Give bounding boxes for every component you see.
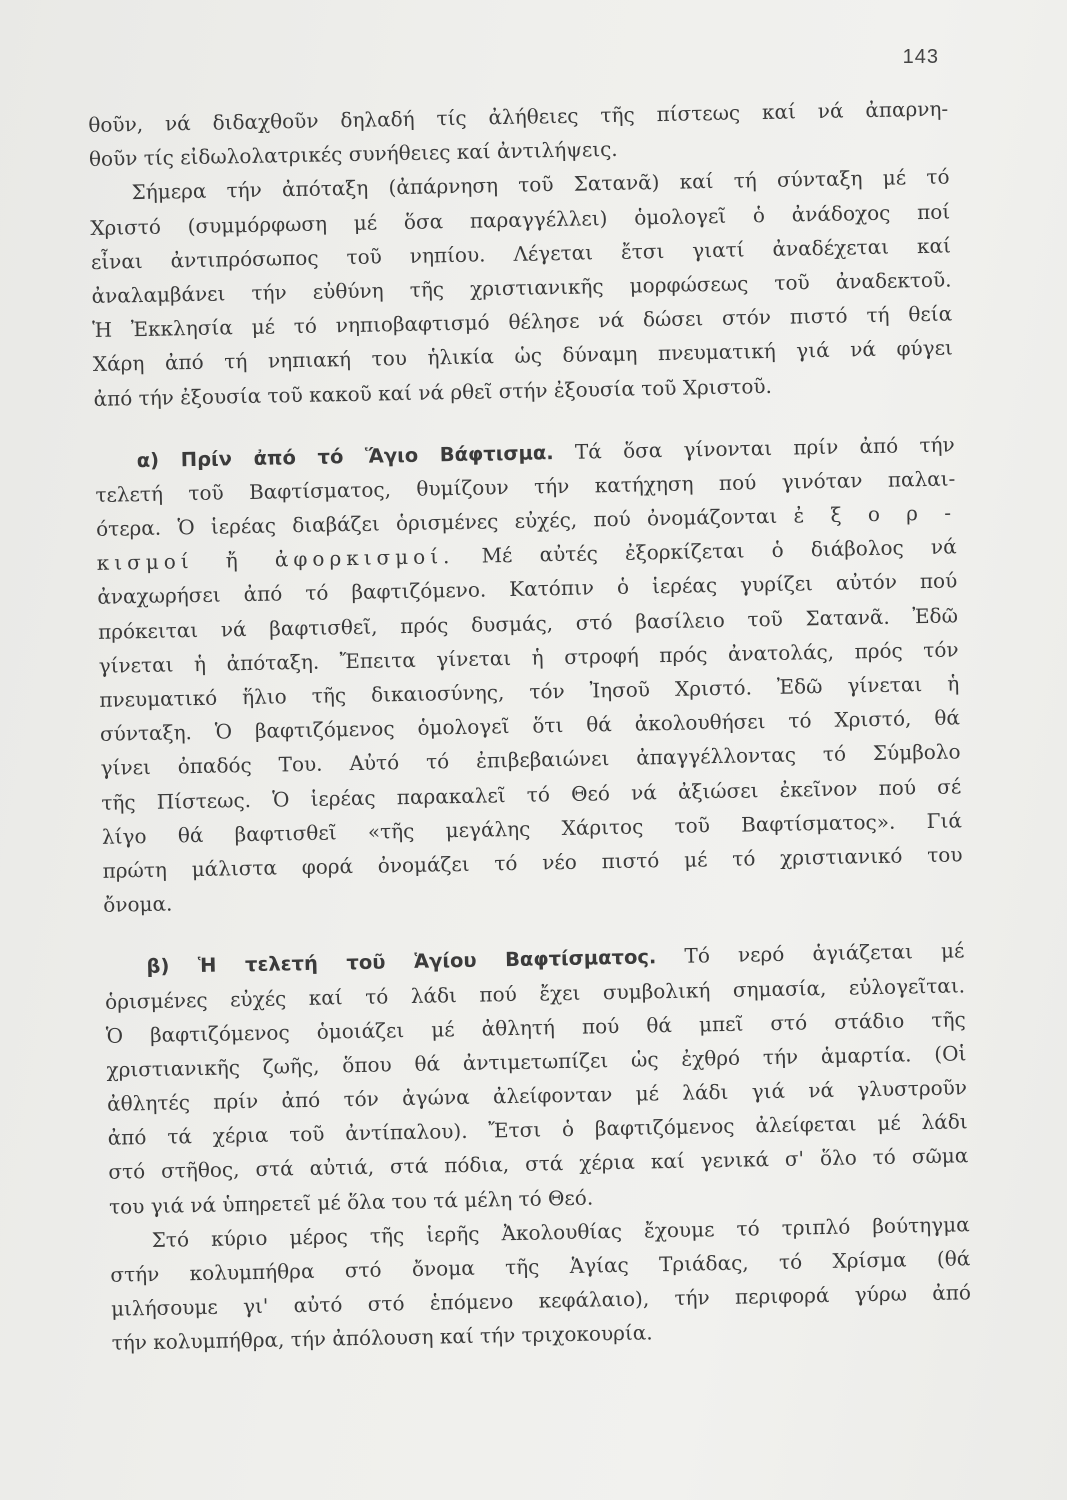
text-line: ἀθλητές πρίν ἀπό τόν ἀγώνα ἀλείφονταν μέ λάδι γιά νά γλυστροῦν [106, 1075, 968, 1116]
text-line: θοῦν, νά διδαχθοῦν δηλαδή τίς ἀλήθειες τῆς πίστεως καί νά ἀπαρνη- [88, 96, 949, 137]
text-line: ὄνομα. [103, 891, 173, 917]
text-line: ἀναχωρήσει ἀπό τό βαφτιζόμενο. Κατόπιν ὁ ἱερέας γυρίζει αὐτόν πού [97, 568, 958, 610]
text-line: στήν κολυμπήθρα στό ὄνομα τῆς Ἁγίας Τριάδας, τό Χρίσμα (θά [110, 1246, 971, 1287]
text-line: μιλήσουμε γι' αὐτό στό ἑπόμενο κεφάλαιο), τήν περιφορά γύρω ἀπό [110, 1280, 972, 1321]
text-span: ότερα. Ὁ ἱερέας διαβάζει ὁρισμένες εὐχές, πού ὀνομάζονται [95, 503, 778, 541]
text-line: του γιά νά ὑπηρετεῖ μέ ὅλα του τά μέλη τό Θεό. [108, 1185, 594, 1219]
text-line: τῆς Πίστεως. Ὁ ἱερέας παρακαλεῖ τό Θεό νά ἀξιώσει ἐκεῖνον πού σέ [101, 773, 962, 815]
text-line: πνευματικό ἥλιο τῆς δικαιοσύνης, τόν Ἰησοῦ Χριστό. Ἐδῶ γίνεται ἡ [99, 671, 960, 712]
spaced-term: κισμοί ἤ ἀφορκισμοί. [96, 544, 455, 576]
text-line: θοῦν τίς εἰδωλολατρικές συνήθειες καί ἀντιλήψεις. [88, 137, 618, 172]
text-span: Τό νερό ἁγιάζεται μέ [684, 938, 965, 969]
text-line: Στό κύριο μέρος τῆς ἱερῆς Ἀκολουθίας ἔχουμε τό τριπλό βούτηγμα [151, 1212, 970, 1252]
text-line: τελετή τοῦ Βαφτίσματος, θυμίζουν τήν κατήχηση πού γινόταν παλαι- [95, 466, 956, 507]
section-a-heading: α) Πρίν ἀπό τό Ἅγιο Βάφτισμα. [136, 440, 554, 472]
section-b-heading: β) Ἡ τελετή τοῦ Ἁγίου Βαφτίσματος. [146, 945, 657, 979]
text-line: Σήμερα τήν ἀπόταξη (ἀπάρνηση τοῦ Σατανᾶ) καί τή σύνταξη μέ τό [131, 164, 950, 205]
text-span: Μέ αὐτές ἐξορκίζεται ὁ διάβολος νά [481, 534, 957, 568]
text-line: πρώτη μάλιστα φορά ὀνομάζει τό νέο πιστό μέ τό χριστιανικό του [102, 842, 963, 883]
text-line: ἀναλαμβάνει τήν εὐθύνη τῆς χριστιανικῆς μορφώσεως τοῦ ἀναδεκτοῦ. [91, 267, 952, 308]
text-line: Χάρη ἀπό τή νηπιακή του ἡλικία ὡς δύναμη πνευματική γιά νά φύγει [92, 335, 953, 377]
text-line: τήν κολυμπήθρα, τήν ἀπόλουση καί τήν τριχοκουρία. [111, 1320, 653, 1356]
spaced-term: ἐ ξ ο ρ - [793, 500, 957, 528]
text-line: στό στῆθος, στά αὐτιά, στά πόδια, στά χέρια καί γενικά σ' ὅλο τό σῶμα [108, 1143, 969, 1185]
text-line: Χριστό (συμμόρφωση μέ ὅσα παραγγέλλει) ὁμολογεῖ ὁ ἀνάδοχος ποί [90, 199, 951, 240]
text-line: γίνει ὀπαδός Του. Αὐτό τό ἐπιβεβαιώνει ἀπαγγέλλοντας τό Σύμβολο [100, 739, 961, 781]
text-line: πρόκειται νά βαφτισθεῖ, πρός δυσμάς, στό βασίλειο τοῦ Σατανᾶ. Ἐδῶ [97, 603, 959, 644]
text-line: Ἡ Ἐκκλησία μέ τό νηπιοβαφτισμό θέλησε νά δώσει στόν πιστό τή θεία [92, 301, 953, 343]
text-span: Τά ὅσα γίνονται πρίν ἀπό τήν [574, 432, 955, 464]
body-text [88, 91, 972, 1360]
text-line: γίνεται ἡ ἀπόταξη. Ἔπειτα γίνεται ἡ στροφή πρός ἀνατολάς, πρός τόν [98, 637, 959, 678]
text-line: Ὁ βαφτιζόμενος ὁμοιάζει μέ ἀθλητή πού θά μπεῖ στό στάδιο τῆς [105, 1007, 966, 1048]
text-line: λίγο θά βαφτισθεῖ «τῆς μεγάλης Χάριτος τοῦ Βαφτίσματος». Γιά [101, 808, 963, 849]
page-number: 143 [902, 46, 939, 68]
text-line: χριστιανικῆς ζωῆς, ὅπου θά ἀντιμετωπίζει ὡς ἐχθρό τήν ἁμαρτία. (Οἱ [106, 1041, 967, 1082]
text-line: ὁρισμένες εὐχές καί τό λάδι πού ἔχει συμβολική σημασία, εὐλογεῖται. [104, 972, 966, 1014]
text-line: ἀπό τήν ἐξουσία τοῦ κακοῦ καί νά ρθεῖ στήν ἐξουσία τοῦ Χριστοῦ. [93, 373, 773, 411]
text-line: ἀπό τά χέρια τοῦ ἀντίπαλου). Ἔτσι ὁ βαφτιζόμενος ἀλείφεται μέ λάδι [107, 1109, 968, 1151]
text-line: εἶναι ἀντιπρόσωπος τοῦ νηπίου. Λέγεται ἔτσι γιατί ἀναδέχεται καί [90, 233, 952, 274]
text-line: σύνταξη. Ὁ βαφτιζόμενος ὁμολογεῖ ὅτι θά ἀκολουθήσει τό Χριστό, θά [99, 705, 961, 747]
